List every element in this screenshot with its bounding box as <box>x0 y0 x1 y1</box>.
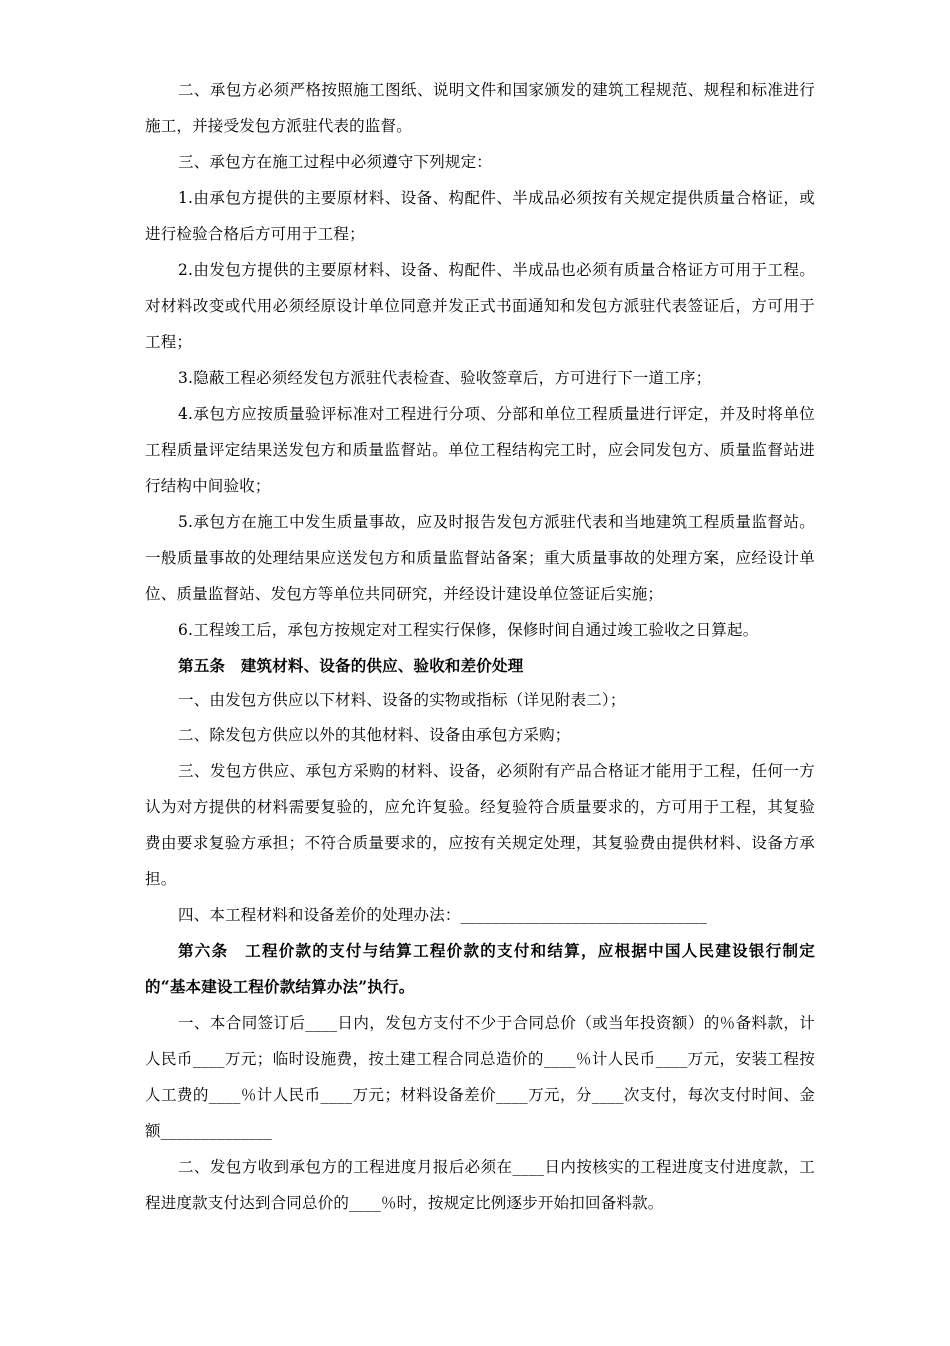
paragraph-article-5-item-1: 一、由发包方供应以下材料、设备的实物或指标（详见附表二）； <box>178 691 626 709</box>
paragraph-rule-6: 6.工程竣工后，承包方按规定对工程实行保修，保修时间自通过竣工验收之日算起。 <box>178 621 759 639</box>
paragraph-article-5-item-3: 三、发包方供应、承包方采购的材料、设备，必须附有产品合格证才能用于工程，任何一方认为对方提供的材料需要复验的，应允许复验。经复验符合质量要求的，方可用于工程，其复验费由要求复验方承担；不符合质量要求的，应按有关规定处理，其复验费由提供材料、设备方承担。 <box>145 762 815 888</box>
paragraph-construction-rules-heading: 三、承包方在施工过程中必须遵守下列规定： <box>178 153 493 171</box>
paragraph-article-6-item-2: 二、发包方收到承包方的工程进度月报后必须在____日内按核实的工程进度支付进度款，工程进度款支付达到合同总价的____％时，按规定比例逐步开始扣回备料款。 <box>145 1158 815 1212</box>
article-6-heading: 第六条 工程价款的支付与结算工程价款的支付和结算，应根据中国人民建设银行制定的“基本建设工程价款结算办法”执行。 <box>145 941 815 996</box>
paragraph-rule-4: 4.承包方应按质量验评标准对工程进行分项、分部和单位工程质量进行评定，并及时将单位工程质量评定结果送发包方和质量监督站。单位工程结构完工时，应会同发包方、质量监督站进行结构中间验收； <box>145 405 815 495</box>
article-5-heading: 第五条 建筑材料、设备的供应、验收和差价处理 <box>178 656 524 675</box>
paragraph-article-5-item-4: 四、本工程材料和设备差价的处理办法：_______________________________ <box>178 906 708 924</box>
paragraph-article-6-item-1: 一、本合同签订后____日内，发包方支付不少于合同总价（或当年投资额）的％备料款，计人民币____万元；临时设施费，按土建工程合同总造价的____％计人民币____万元，安装工程按人工费的____％计人民币____万元；材料设备差价____万元，分____次支付，每次支付时间、金额______________ <box>145 1014 815 1140</box>
paragraph-rule-3: 3.隐蔽工程必须经发包方派驻代表检查、验收签章后，方可进行下一道工序； <box>178 369 712 387</box>
paragraph-article-5-item-2: 二、除发包方供应以外的其他材料、设备由承包方采购； <box>178 726 571 744</box>
document-page <box>145 72 815 1221</box>
paragraph-contractor-standards: 二、承包方必须严格按照施工图纸、说明文件和国家颁发的建筑工程规范、规程和标准进行施工，并接受发包方派驻代表的监督。 <box>145 81 815 135</box>
paragraph-rule-5: 5.承包方在施工中发生质量事故，应及时报告发包方派驻代表和当地建筑工程质量监督站。一般质量事故的处理结果应送发包方和质量监督站备案；重大质量事故的处理方案，应经设计单位、质量监督站、发包方等单位共同研究，并经设计建设单位签证后实施； <box>145 513 815 603</box>
paragraph-rule-2: 2.由发包方提供的主要原材料、设备、构配件、半成品也必须有质量合格证方可用于工程。对材料改变或代用必须经原设计单位同意并发正式书面通知和发包方派驻代表签证后，方可用于工程； <box>145 261 815 351</box>
paragraph-rule-1: 1.由承包方提供的主要原材料、设备、构配件、半成品必须按有关规定提供质量合格证，或进行检验合格后方可用于工程； <box>145 189 815 243</box>
